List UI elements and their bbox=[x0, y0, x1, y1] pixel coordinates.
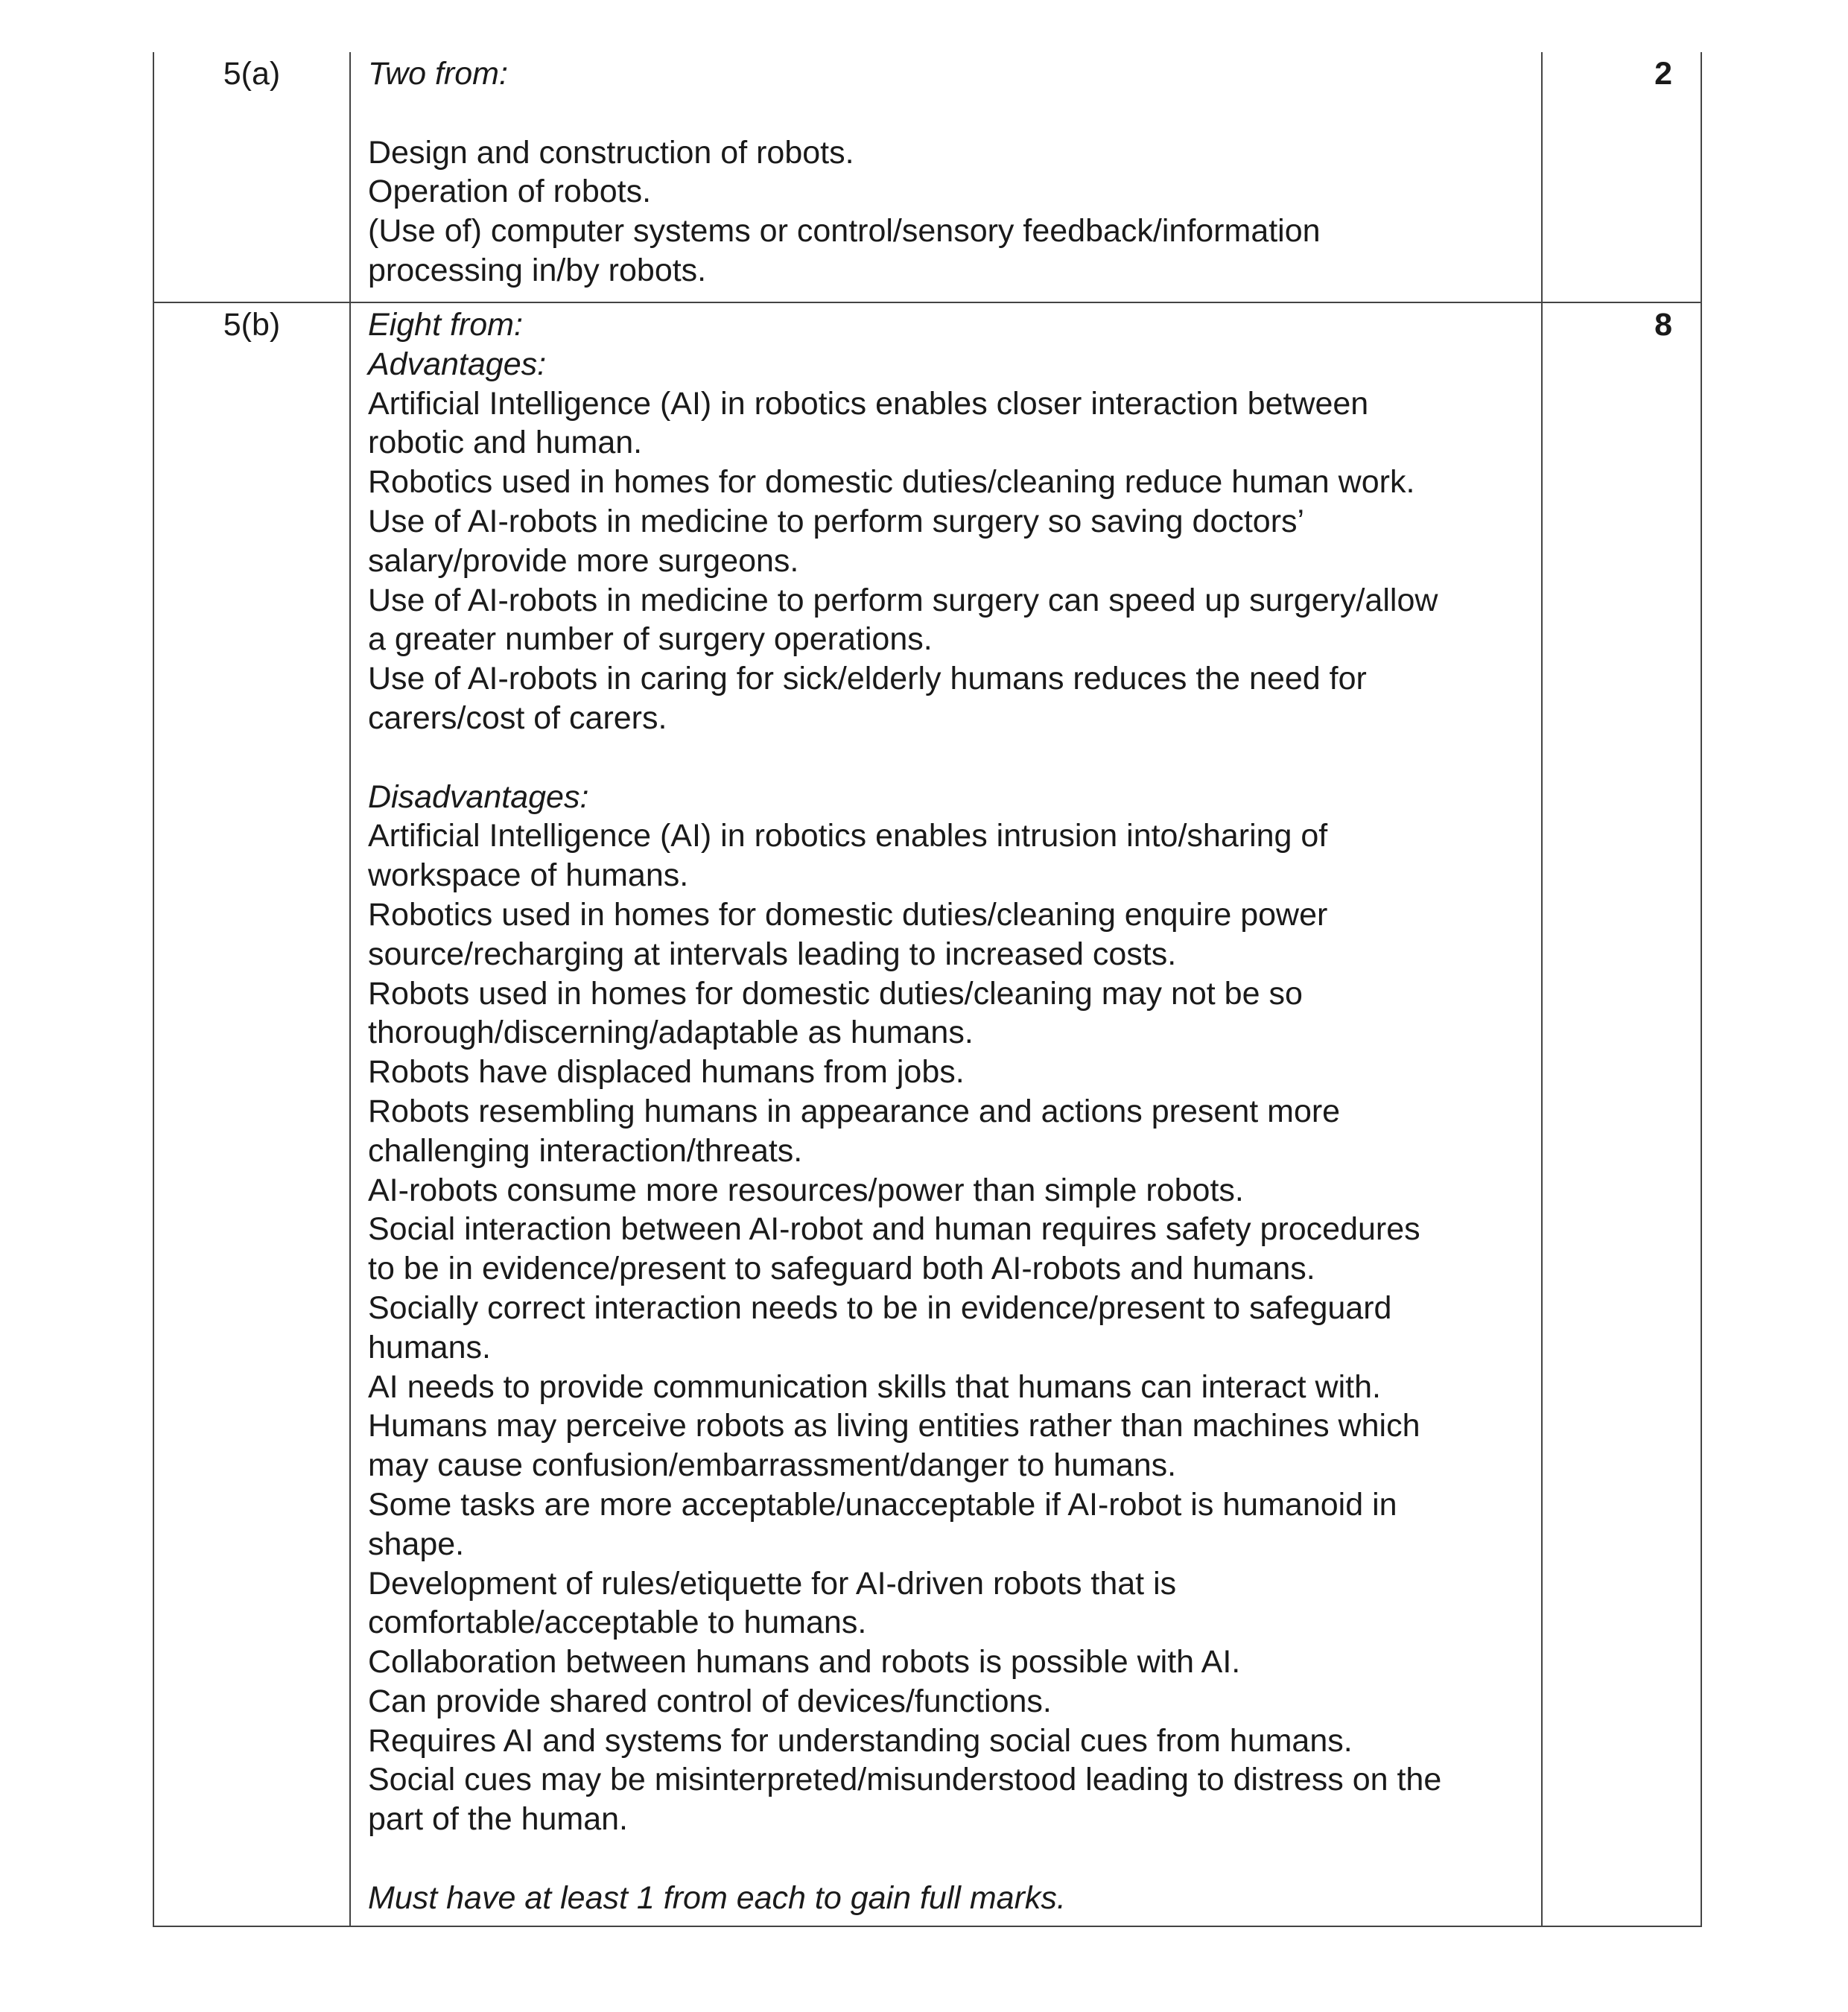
disadvantage-line: may cause confusion/embarrassment/danger to humans. bbox=[368, 1447, 1177, 1484]
advantage-line: Robotics used in homes for domestic duties/cleaning reduce human work. bbox=[368, 464, 1415, 501]
answer-line: processing in/by robots. bbox=[368, 252, 707, 288]
disadvantage-line: Some tasks are more acceptable/unacceptable if AI-robot is humanoid in bbox=[368, 1486, 1397, 1523]
advantage-line: Use of AI-robots in medicine to perform surgery so saving doctors’ bbox=[368, 503, 1305, 539]
disadvantage-line: Humans may perceive robots as living entities rather than machines which bbox=[368, 1408, 1420, 1444]
disadvantages-list bbox=[368, 816, 1534, 1839]
question-number: 5(a) bbox=[153, 52, 350, 302]
marks-value: 2 bbox=[1542, 52, 1701, 302]
disadvantage-line: AI needs to provide communication skills that humans can interact with. bbox=[368, 1368, 1381, 1405]
disadvantage-line: Social cues may be misinterpreted/misunderstood leading to distress on the bbox=[368, 1762, 1442, 1798]
disadvantage-line: part of the human. bbox=[368, 1801, 628, 1838]
table-row-5b bbox=[153, 302, 1701, 1926]
answer-lines bbox=[368, 133, 1534, 291]
spacer bbox=[368, 738, 1534, 778]
disadvantage-line: Robotics used in homes for domestic duties/cleaning enquire power bbox=[368, 896, 1328, 933]
disadvantage-line: AI-robots consume more resources/power than simple robots. bbox=[368, 1172, 1244, 1208]
answer-intro: Two from: bbox=[368, 56, 508, 92]
disadvantage-line: shape. bbox=[368, 1526, 465, 1562]
advantage-line: Use of AI-robots in medicine to perform surgery can speed up surgery/allow bbox=[368, 582, 1438, 618]
advantage-line: carers/cost of carers. bbox=[368, 699, 667, 736]
disadvantage-line: Collaboration between humans and robots is possible with AI. bbox=[368, 1644, 1241, 1681]
answer-cell bbox=[350, 302, 1542, 1926]
disadvantage-line: thorough/discerning/adaptable as humans. bbox=[368, 1015, 974, 1051]
marks-value: 8 bbox=[1542, 302, 1701, 1926]
disadvantage-line: to be in evidence/present to safeguard both AI-robots and humans. bbox=[368, 1251, 1315, 1287]
spacer bbox=[368, 1839, 1534, 1879]
advantages-list bbox=[368, 384, 1534, 738]
advantage-line: salary/provide more surgeons. bbox=[368, 542, 799, 579]
disadvantage-line: challenging interaction/threats. bbox=[368, 1132, 803, 1169]
spacer bbox=[368, 94, 1534, 133]
advantage-line: a greater number of surgery operations. bbox=[368, 621, 933, 658]
answer-line: (Use of) computer systems or control/sensory feedback/information bbox=[368, 213, 1321, 250]
question-number: 5(b) bbox=[153, 302, 350, 1926]
disadvantage-line: Robots resembling humans in appearance and actions present more bbox=[368, 1093, 1341, 1129]
disadvantage-line: Can provide shared control of devices/functions. bbox=[368, 1683, 1052, 1719]
answer-intro: Eight from: bbox=[368, 307, 523, 343]
disadvantage-line: Socially correct interaction needs to be in evidence/present to safeguard bbox=[368, 1289, 1392, 1326]
disadvantage-line: workspace of humans. bbox=[368, 857, 689, 894]
disadvantage-line: Social interaction between AI-robot and human requires safety procedures bbox=[368, 1211, 1420, 1248]
disadvantage-line: Requires AI and systems for understanding social cues from humans. bbox=[368, 1722, 1353, 1759]
table-row-5a bbox=[153, 52, 1701, 302]
answer-line: Design and construction of robots. bbox=[368, 134, 854, 171]
disadvantages-heading: Disadvantages: bbox=[368, 778, 589, 815]
disadvantage-line: humans. bbox=[368, 1329, 491, 1365]
answer-line: Operation of robots. bbox=[368, 174, 652, 210]
disadvantage-line: Robots have displaced humans from jobs. bbox=[368, 1054, 965, 1091]
advantage-line: Use of AI-robots in caring for sick/elderly humans reduces the need for bbox=[368, 661, 1367, 697]
advantage-line: robotic and human. bbox=[368, 425, 643, 461]
disadvantage-line: Development of rules/etiquette for AI-driven robots that is bbox=[368, 1565, 1177, 1602]
advantages-heading: Advantages: bbox=[368, 346, 547, 382]
disadvantage-line: comfortable/acceptable to humans. bbox=[368, 1605, 867, 1641]
mark-scheme-table bbox=[153, 52, 1702, 1927]
answer-cell bbox=[350, 52, 1542, 302]
disadvantage-line: Artificial Intelligence (AI) in robotics enables intrusion into/sharing of bbox=[368, 818, 1328, 854]
full-marks-note: Must have at least 1 from each to gain full marks. bbox=[368, 1879, 1066, 1916]
disadvantage-line: source/recharging at intervals leading to increased costs. bbox=[368, 936, 1177, 972]
disadvantage-line: Robots used in homes for domestic duties/cleaning may not be so bbox=[368, 975, 1303, 1012]
advantage-line: Artificial Intelligence (AI) in robotics enables closer interaction between bbox=[368, 385, 1369, 422]
